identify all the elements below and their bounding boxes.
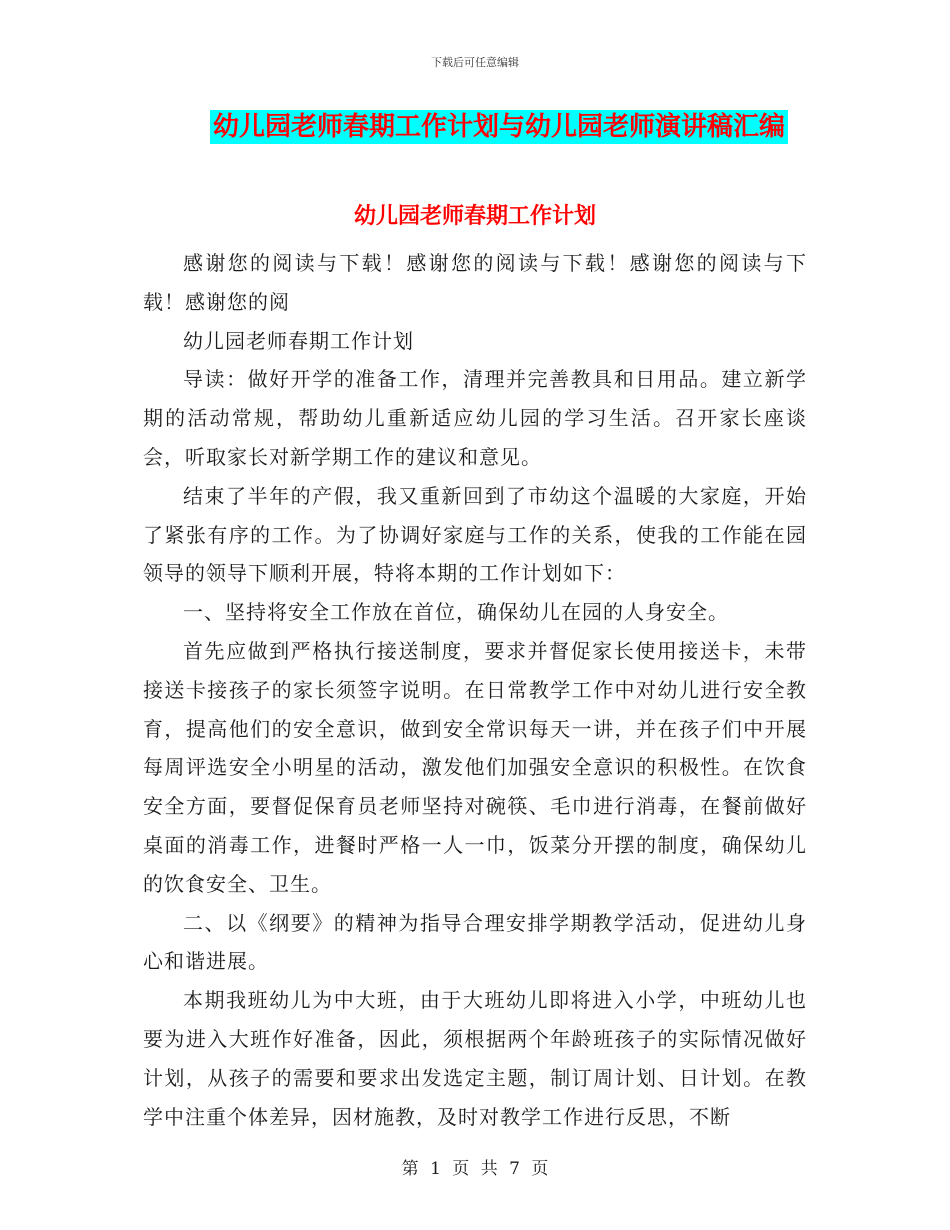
- section-title: 幼儿园老师春期工作计划: [353, 203, 596, 229]
- paragraph-thanks: 感谢您的阅读与下载！感谢您的阅读与下载！感谢您的阅读与下载！感谢您的阅: [143, 251, 807, 314]
- document-body: [143, 244, 807, 1136]
- document-title: 幼儿园老师春期工作计划与幼儿园老师演讲稿汇编: [210, 110, 788, 144]
- paragraph-heading-teaching: 二、以《纲要》的精神为指导合理安排学期教学活动，促进幼儿身心和谐进展。: [143, 910, 807, 974]
- document-title-container: [0, 110, 950, 144]
- paragraph-heading-safety: 一、坚持将安全工作放在首位，确保幼儿在园的人身安全。: [183, 600, 729, 625]
- paragraph-subtitle: 幼儿园老师春期工作计划: [183, 328, 414, 353]
- paragraph-intro: 导读：做好开学的准备工作，清理并完善教具和日用品。建立新学期的活动常规，帮助幼儿重新适应幼儿园的学习生活。召开家长座谈会，听取家长对新学期工作的建议和意见。: [143, 367, 807, 469]
- page-footer: 第 1 页 共 7 页: [401, 1159, 549, 1179]
- paragraph-teaching-details: 本期我班幼儿为中大班，由于大班幼儿即将进入小学，中班幼儿也要为进入大班作好准备，因此，须根据两个年龄班孩子的实际情况做好计划，从孩子的需要和要求出发选定主题，制订周计划、日计划。在教学中注重个体差异，因材施教，及时对教学工作进行反思，不断: [143, 988, 807, 1129]
- paragraph-safety-details: 首先应做到严格执行接送制度，要求并督促家长使用接送卡，未带接送卡接孩子的家长须签字说明。在日常教学工作中对幼儿进行安全教育，提高他们的安全意识，做到安全常识每天一讲，并在孩子们中开展每周评选安全小明星的活动，激发他们加强安全意识的积极性。在饮食安全方面，要督促保育员老师坚持对碗筷、毛巾进行消毒，在餐前做好桌面的消毒工作，进餐时严格一人一巾，饭菜分开摆的制度，确保幼儿的饮食安全、卫生。: [143, 638, 807, 896]
- page-header-note: 下载后可任意编辑: [431, 56, 519, 69]
- paragraph-opening: 结束了半年的产假，我又重新回到了市幼这个温暖的大家庭，开始了紧张有序的工作。为了协调好家庭与工作的关系，使我的工作能在园领导的领导下顺利开展，特将本期的工作计划如下：: [143, 483, 807, 586]
